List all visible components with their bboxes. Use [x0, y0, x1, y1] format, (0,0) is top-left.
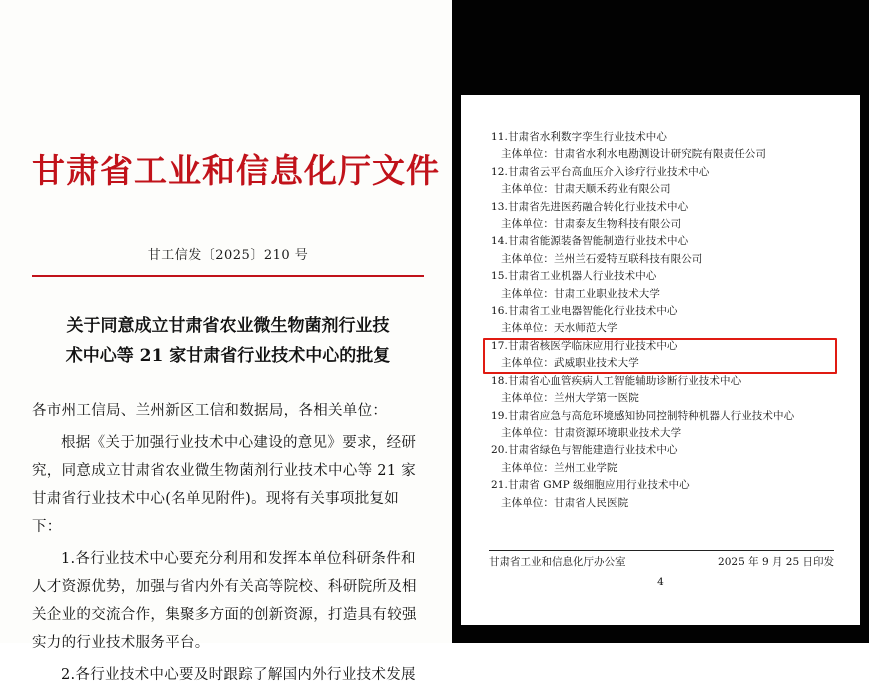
list-item: 19.甘肃省应急与高危环境感知协同控制特种机器人行业技术中心 [491, 409, 795, 422]
document-title: 甘肃省工业和信息化厅文件 [32, 151, 440, 190]
list-item: 11.甘肃省水利数字孪生行业技术中心 [491, 131, 667, 143]
list-item-unit: 主体单位：甘肃泰友生物科技有限公司 [501, 218, 682, 231]
heading-line-2: 术中心等 21 家甘肃省行业技术中心的批复 [65, 346, 391, 366]
list-item: 20.甘肃省绿色与智能建造行业技术中心 [491, 444, 678, 457]
document-heading [32, 311, 424, 371]
list-item: 16.甘肃省工业电器智能化行业技术中心 [491, 305, 678, 318]
list-item-unit: 主体单位：兰州工业学院 [501, 461, 618, 474]
red-divider-rule [32, 275, 424, 277]
right-photo-area [452, 0, 869, 643]
list-item-unit-highlighted: 主体单位：武威职业技术大学 [501, 357, 639, 370]
body-paragraph-2: 1.各行业技术中心要充分利用和发挥本单位科研条件和人才资源优势，加强与省内外有关高等院校、科研院所及相关企业的交流合作，集聚多方面的创新资源，打造具有较强实力的行业技术服务平台。 [32, 551, 417, 651]
page-footer [489, 554, 834, 569]
left-page-content [32, 10, 440, 683]
list-item-unit: 主体单位：兰州大学第一医院 [501, 392, 639, 405]
heading-line-1: 关于同意成立甘肃省农业微生物菌剂行业技 [66, 316, 390, 336]
list-item-unit: 主体单位：甘肃省水利水电勘测设计研究院有限责任公司 [501, 148, 766, 161]
footer-issuer: 甘肃省工业和信息化厅办公室 [489, 556, 626, 568]
page-number: 4 [657, 576, 664, 588]
list-item-unit: 主体单位：甘肃工业职业技术大学 [501, 287, 660, 300]
list-item-highlighted: 17.甘肃省核医学临床应用行业技术中心 [491, 339, 678, 352]
list-item-unit: 主体单位：甘肃天顺禾药业有限公司 [501, 183, 671, 196]
list-item-unit: 主体单位：兰州兰石爱特互联科技有限公司 [501, 252, 703, 265]
body-paragraph-salutation: 各市州工信局、兰州新区工信和数据局，各相关单位： [32, 403, 388, 419]
document-number: 甘工信发〔2025〕210 号 [147, 248, 309, 263]
list-item: 13.甘肃省先进医药融合转化行业技术中心 [491, 200, 689, 213]
list-item: 18.甘肃省心血管疾病人工智能辅助诊断行业技术中心 [491, 374, 742, 387]
document-body [32, 397, 424, 689]
body-paragraph-3: 2.各行业技术中心要及时跟踪了解国内外行业技术发展 [61, 667, 416, 683]
list-item: 14.甘肃省能源装备智能制造行业技术中心 [491, 235, 689, 248]
footer-date: 2025 年 9 月 25 日印发 [718, 556, 834, 568]
list-item-unit: 主体单位：天水师范大学 [501, 322, 618, 335]
footer-divider-rule [489, 550, 834, 551]
technology-center-list [491, 129, 836, 512]
list-item: 15.甘肃省工业机器人行业技术中心 [491, 270, 657, 283]
list-item: 12.甘肃省云平台高血压介入诊疗行业技术中心 [491, 165, 710, 178]
list-item-unit: 主体单位：甘肃省人民医院 [501, 496, 629, 509]
list-item: 21.甘肃省 GMP 级细胞应用行业技术中心 [491, 479, 690, 492]
right-document-page [461, 95, 860, 625]
body-paragraph-1: 根据《关于加强行业技术中心建设的意见》要求，经研究，同意成立甘肃省农业微生物菌剂行业技术中心等 21 家甘肃省行业技术中心(名单见附件)。现将有关事项批复如下： [32, 435, 417, 535]
list-item-unit: 主体单位：甘肃资源环境职业技术大学 [501, 426, 682, 439]
